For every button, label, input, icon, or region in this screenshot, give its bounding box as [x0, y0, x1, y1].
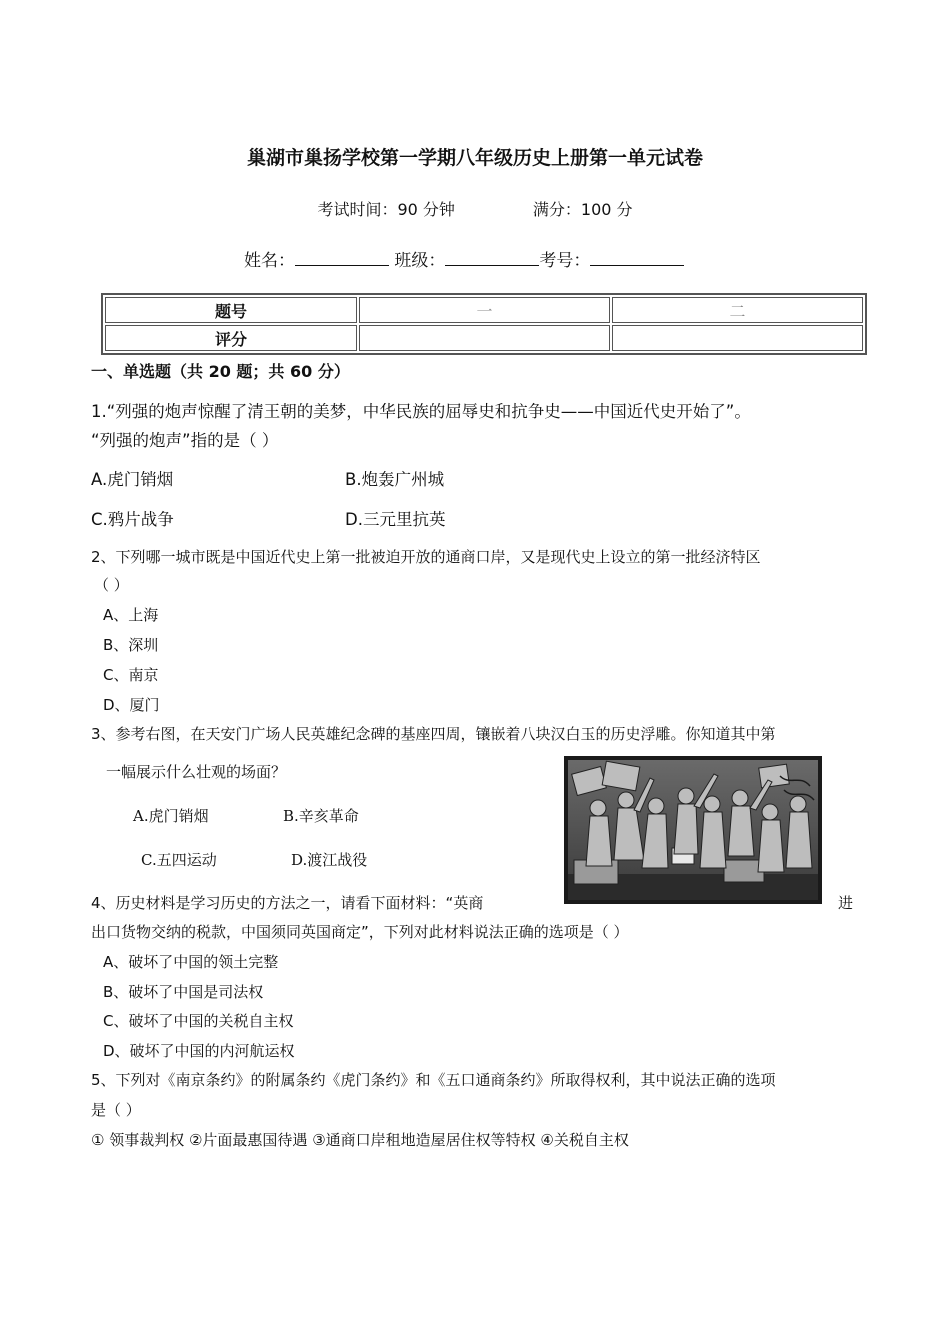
- score-cell-1[interactable]: [359, 325, 610, 351]
- name-blank[interactable]: [295, 248, 389, 266]
- q1-option-b[interactable]: B.炮轰广州城: [345, 470, 445, 489]
- section-heading: 一、单选题（共 20 题；共 60 分）: [91, 362, 350, 381]
- score-cell-2[interactable]: [612, 325, 863, 351]
- q2-option-a[interactable]: A、上海: [103, 606, 159, 624]
- q1-option-a[interactable]: A.虎门销烟: [91, 470, 174, 489]
- q4-option-a[interactable]: A、破坏了中国的领土完整: [103, 953, 279, 971]
- score-table: [101, 293, 867, 355]
- score-table-col-2: 二: [612, 297, 863, 323]
- q4-option-d[interactable]: D、破坏了中国的内河航运权: [103, 1042, 295, 1060]
- q3-option-b[interactable]: B.辛亥革命: [283, 807, 359, 825]
- q1-stem-line2: “列强的炮声”指的是（ ）: [91, 431, 279, 450]
- q4-option-c[interactable]: C、破坏了中国的关税自主权: [103, 1012, 294, 1030]
- q5-stem-line2: 是（ ）: [91, 1101, 141, 1119]
- id-blank[interactable]: [590, 248, 684, 266]
- relief-sculpture-illustration: [564, 756, 822, 904]
- q1-option-c[interactable]: C.鸦片战争: [91, 510, 174, 529]
- q2-stem-line1: 2、下列哪一城市既是中国近代史上第一批被迫开放的通商口岸，又是现代史上设立的第一批经济特区: [91, 548, 761, 566]
- q3-option-c[interactable]: C.五四运动: [141, 851, 217, 869]
- q5-statements: ① 领事裁判权 ②片面最惠国待遇 ③通商口岸租地造屋居住权等特权 ④关税自主权: [91, 1131, 629, 1149]
- q4-stem-line1-end: 进: [838, 894, 854, 912]
- q3-option-d[interactable]: D.渡江战役: [291, 851, 368, 869]
- score-table-col-1: 一: [359, 297, 610, 323]
- exam-title: 巢湖市巢扬学校第一学期八年级历史上册第一单元试卷: [246, 147, 703, 169]
- score-table-row: [105, 325, 863, 351]
- student-info-line: [244, 246, 684, 271]
- q1-stem-line1: 1.“列强的炮声惊醒了清王朝的美梦，中华民族的屈辱史和抗争史——中国近代史开始了”。: [91, 402, 751, 421]
- class-label: 班级：: [394, 251, 446, 271]
- q4-stem-line1: 4、历史材料是学习历史的方法之一，请看下面材料：“英商: [91, 894, 484, 912]
- q4-stem-line2: 出口货物交纳的税款，中国须同英国商定”，下列对此材料说法正确的选项是（ ）: [91, 923, 629, 941]
- q2-option-d[interactable]: D、厦门: [103, 696, 160, 714]
- score-table-score-label: 评分: [105, 325, 357, 351]
- q1-option-d[interactable]: D.三元里抗英: [345, 510, 446, 529]
- q3-stem-line1: 3、参考右图，在天安门广场人民英雄纪念碑的基座四周，镶嵌着八块汉白玉的历史浮雕。你知道其中第: [91, 725, 776, 743]
- q2-stem-line2: （ ）: [94, 576, 129, 594]
- class-blank[interactable]: [445, 248, 539, 266]
- q2-option-b[interactable]: B、深圳: [103, 636, 159, 654]
- q2-option-c[interactable]: C、南京: [103, 666, 159, 684]
- monument-relief-image: [564, 756, 822, 904]
- score-table-row: [105, 297, 863, 323]
- exam-meta: [0, 197, 950, 220]
- name-label: 姓名：: [244, 251, 295, 271]
- q5-stem-line1: 5、下列对《南京条约》的附属条约《虎门条约》和《五口通商条约》所取得权利，其中说法正确的选项: [91, 1071, 776, 1089]
- q3-option-a[interactable]: A.虎门销烟: [133, 807, 209, 825]
- id-label: 考号：: [539, 251, 591, 271]
- exam-full-score: 满分：100 分: [532, 200, 633, 219]
- q3-stem-line2: 一幅展示什么壮观的场面？: [106, 763, 287, 781]
- q4-option-b[interactable]: B、破坏了中国是司法权: [103, 983, 264, 1001]
- score-table-header: 题号: [105, 297, 357, 323]
- exam-time: 考试时间：90 分钟: [317, 200, 455, 219]
